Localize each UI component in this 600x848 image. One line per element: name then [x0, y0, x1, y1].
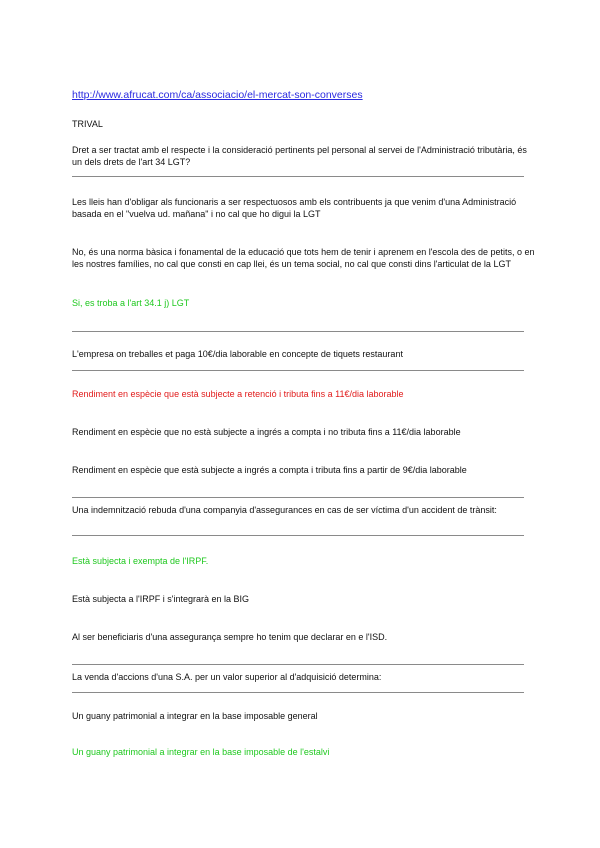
divider [72, 331, 524, 332]
answer-1a: Les lleis han d'obligar als funcionaris a ser respectuosos amb els contribuents ja que venim d'una Administració basada en el "vuelva ud. mañana" i no cal que ho digui la LGT [72, 197, 519, 219]
divider [72, 664, 524, 665]
divider [72, 176, 524, 177]
divider [72, 497, 524, 498]
question-1: Dret a ser tractat amb el respecte i la consideració pertinents pel personal al servei de l'Administració tributària, és un dels drets de l'art 34 LGT? [72, 145, 530, 167]
divider [72, 535, 524, 536]
answer-2b: Rendiment en espècie que no està subjecte a ingrés a compta i no tributa fins a 11€/dia laborable [72, 427, 461, 437]
answer-3b: Està subjecta a l'IRPF i s'integrarà en la BIG [72, 594, 250, 604]
answer-4a: Un guany patrimonial a integrar en la base imposable general [72, 711, 318, 721]
answer-4b-correct: Un guany patrimonial a integrar en la base imposable de l'estalvi [72, 747, 330, 757]
answer-1c-correct: Si, es troba a l'art 34.1 j) LGT [72, 298, 190, 308]
answer-3a-correct: Està subjecta i exempta de l'IRPF. [72, 556, 209, 566]
question-4: La venda d'accions d'una S.A. per un valor superior al d'adquisició determina: [72, 672, 382, 682]
question-3: Una indemnització rebuda d'una companyia d'assegurances en cas de ser víctima d'un accident de trànsit: [72, 505, 497, 515]
divider [72, 692, 524, 693]
source-link[interactable]: http://www.afrucat.com/ca/associacio/el-mercat-son-converses [72, 89, 363, 101]
answer-3c: Al ser beneficiaris d'una assegurança sempre ho tenim que declarar en e l'ISD. [72, 632, 388, 642]
answer-2c: Rendiment en espècie que està subjecte a ingrés a compta i tributa fins a partir de 9€/dia laborable [72, 465, 467, 475]
doc-heading: TRIVAL [72, 119, 103, 129]
answer-1b: No, és una norma bàsica i fonamental de la educació que tots hem de tenir i aprenem en l'escola des de petits, o en les nostres famílies, no cal que consti en cap llei, és un tema social, no cal que consti dins l'articulat de la LGT [72, 247, 538, 269]
answer-2a: Rendiment en espècie que està subjecte a retenció i tributa fins a 11€/dia laborable [72, 389, 404, 399]
question-2: L'empresa on treballes et paga 10€/dia laborable en concepte de tiquets restaurant [72, 349, 403, 359]
divider [72, 370, 524, 371]
